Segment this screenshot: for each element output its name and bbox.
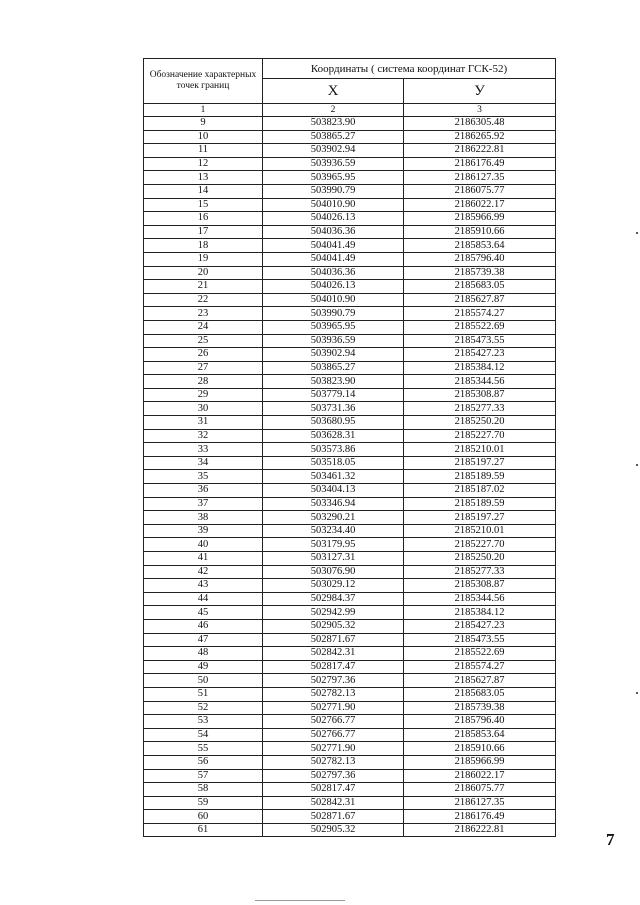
table-row [144, 728, 556, 742]
point-number-cell: 35 [144, 470, 263, 484]
y-coordinate-cell: 2185739.38 [404, 701, 556, 715]
table-row [144, 280, 556, 294]
table-row [144, 184, 556, 198]
point-number-cell: 15 [144, 198, 263, 212]
table-row [144, 796, 556, 810]
table-row [144, 117, 556, 131]
y-coordinate-cell: 2185427.23 [404, 619, 556, 633]
x-coordinate-cell: 504026.13 [263, 212, 404, 226]
y-coordinate-cell: 2185344.56 [404, 592, 556, 606]
point-number-cell: 50 [144, 674, 263, 688]
table-row [144, 538, 556, 552]
point-number-cell: 27 [144, 361, 263, 375]
x-coordinate-cell: 502905.32 [263, 823, 404, 837]
table-row [144, 334, 556, 348]
y-coordinate-cell: 2185250.20 [404, 552, 556, 566]
point-number-cell: 25 [144, 334, 263, 348]
y-coordinate-cell: 2185683.05 [404, 687, 556, 701]
y-coordinate-cell: 2185277.33 [404, 402, 556, 416]
table-row [144, 239, 556, 253]
table-row [144, 402, 556, 416]
y-coordinate-cell: 2186075.77 [404, 184, 556, 198]
point-number-cell: 20 [144, 266, 263, 280]
y-coordinate-cell: 2186265.92 [404, 130, 556, 144]
table-row [144, 320, 556, 334]
table-row [144, 633, 556, 647]
y-coordinate-cell: 2186222.81 [404, 823, 556, 837]
point-number-cell: 48 [144, 647, 263, 661]
column-number-3: 3 [404, 104, 556, 117]
x-coordinate-cell: 503127.31 [263, 552, 404, 566]
table-row [144, 456, 556, 470]
x-coordinate-cell: 503990.79 [263, 307, 404, 321]
x-coordinate-cell: 503731.36 [263, 402, 404, 416]
table-row [144, 130, 556, 144]
x-coordinate-cell: 502905.32 [263, 619, 404, 633]
y-coordinate-cell: 2185473.55 [404, 633, 556, 647]
point-number-cell: 23 [144, 307, 263, 321]
x-coordinate-cell: 502771.90 [263, 701, 404, 715]
x-coordinate-cell: 503076.90 [263, 565, 404, 579]
x-coordinate-cell: 503965.95 [263, 320, 404, 334]
point-number-cell: 56 [144, 755, 263, 769]
point-number-cell: 47 [144, 633, 263, 647]
y-coordinate-cell: 2185384.12 [404, 361, 556, 375]
x-coordinate-cell: 504010.90 [263, 293, 404, 307]
table-row [144, 443, 556, 457]
y-coordinate-cell: 2185627.87 [404, 293, 556, 307]
point-number-cell: 39 [144, 524, 263, 538]
x-coordinate-cell: 503936.59 [263, 157, 404, 171]
y-coordinate-cell: 2185574.27 [404, 660, 556, 674]
y-coordinate-cell: 2185210.01 [404, 443, 556, 457]
y-coordinate-cell: 2186022.17 [404, 769, 556, 783]
table-row [144, 619, 556, 633]
table-row [144, 579, 556, 593]
point-number-cell: 14 [144, 184, 263, 198]
y-coordinate-cell: 2185739.38 [404, 266, 556, 280]
table-row [144, 416, 556, 430]
x-coordinate-cell: 503902.94 [263, 144, 404, 158]
y-coordinate-cell: 2185308.87 [404, 579, 556, 593]
x-coordinate-cell: 503965.95 [263, 171, 404, 185]
point-number-cell: 49 [144, 660, 263, 674]
y-coordinate-cell: 2186127.35 [404, 796, 556, 810]
x-coordinate-cell: 503628.31 [263, 429, 404, 443]
table-row [144, 171, 556, 185]
y-coordinate-cell: 2185187.02 [404, 484, 556, 498]
y-coordinate-cell: 2186075.77 [404, 783, 556, 797]
x-coordinate-cell: 503234.40 [263, 524, 404, 538]
table-row [144, 293, 556, 307]
point-number-cell: 19 [144, 252, 263, 266]
point-label-header: Обозначение характерных точек границ [144, 59, 263, 104]
table-row [144, 361, 556, 375]
table-row [144, 810, 556, 824]
y-coordinate-cell: 2185197.27 [404, 456, 556, 470]
table-row [144, 769, 556, 783]
point-number-cell: 53 [144, 715, 263, 729]
point-number-cell: 9 [144, 117, 263, 131]
table-row [144, 212, 556, 226]
x-coordinate-cell: 503779.14 [263, 388, 404, 402]
point-number-cell: 31 [144, 416, 263, 430]
y-coordinate-cell: 2185227.70 [404, 429, 556, 443]
y-coordinate-cell: 2185796.40 [404, 715, 556, 729]
table-row [144, 307, 556, 321]
y-coordinate-cell: 2185853.64 [404, 239, 556, 253]
x-coordinate-cell: 503404.13 [263, 484, 404, 498]
point-number-cell: 40 [144, 538, 263, 552]
margin-mark [636, 692, 638, 694]
y-coordinate-cell: 2185189.59 [404, 497, 556, 511]
table-row [144, 701, 556, 715]
x-coordinate-cell: 502871.67 [263, 633, 404, 647]
table-row [144, 565, 556, 579]
y-coordinate-cell: 2185189.59 [404, 470, 556, 484]
point-number-cell: 30 [144, 402, 263, 416]
x-coordinate-cell: 504010.90 [263, 198, 404, 212]
table-row [144, 783, 556, 797]
coordinates-table [143, 58, 556, 837]
table-row [144, 823, 556, 837]
point-number-cell: 11 [144, 144, 263, 158]
x-coordinate-cell: 503680.95 [263, 416, 404, 430]
y-coordinate-cell: 2185966.99 [404, 755, 556, 769]
point-number-cell: 45 [144, 606, 263, 620]
point-number-cell: 36 [144, 484, 263, 498]
table-row [144, 715, 556, 729]
point-number-cell: 41 [144, 552, 263, 566]
x-coordinate-cell: 503823.90 [263, 375, 404, 389]
y-coordinate-cell: 2185227.70 [404, 538, 556, 552]
y-coordinate-cell: 2185308.87 [404, 388, 556, 402]
point-number-cell: 38 [144, 511, 263, 525]
y-coordinate-cell: 2185210.01 [404, 524, 556, 538]
y-coordinate-cell: 2185384.12 [404, 606, 556, 620]
y-coordinate-cell: 2185683.05 [404, 280, 556, 294]
x-coordinate-cell: 504026.13 [263, 280, 404, 294]
x-coordinate-cell: 503179.95 [263, 538, 404, 552]
point-number-cell: 59 [144, 796, 263, 810]
x-coordinate-cell: 502842.31 [263, 796, 404, 810]
point-number-cell: 28 [144, 375, 263, 389]
y-coordinate-cell: 2186127.35 [404, 171, 556, 185]
x-coordinate-cell: 502782.13 [263, 687, 404, 701]
y-coordinate-cell: 2185522.69 [404, 320, 556, 334]
point-number-cell: 51 [144, 687, 263, 701]
x-coordinate-cell: 502797.36 [263, 769, 404, 783]
point-number-cell: 42 [144, 565, 263, 579]
table-row [144, 388, 556, 402]
column-number-1: 1 [144, 104, 263, 117]
table-row [144, 375, 556, 389]
x-coordinate-cell: 503518.05 [263, 456, 404, 470]
point-number-cell: 57 [144, 769, 263, 783]
y-coordinate-cell: 2185910.66 [404, 225, 556, 239]
y-coordinate-cell: 2186222.81 [404, 144, 556, 158]
table-row [144, 606, 556, 620]
y-coordinate-cell: 2185473.55 [404, 334, 556, 348]
point-number-cell: 10 [144, 130, 263, 144]
table-row [144, 484, 556, 498]
x-coordinate-cell: 502817.47 [263, 783, 404, 797]
point-number-cell: 58 [144, 783, 263, 797]
y-coordinate-cell: 2185796.40 [404, 252, 556, 266]
table-row [144, 511, 556, 525]
x-coordinate-cell: 503573.86 [263, 443, 404, 457]
y-coordinate-cell: 2185574.27 [404, 307, 556, 321]
x-coordinate-cell: 503865.27 [263, 130, 404, 144]
point-number-cell: 26 [144, 348, 263, 362]
point-number-cell: 60 [144, 810, 263, 824]
table-row [144, 660, 556, 674]
point-number-cell: 44 [144, 592, 263, 606]
table-row [144, 647, 556, 661]
table-row [144, 687, 556, 701]
point-number-cell: 17 [144, 225, 263, 239]
table-row [144, 674, 556, 688]
y-coordinate-cell: 2185627.87 [404, 674, 556, 688]
y-coordinate-cell: 2185250.20 [404, 416, 556, 430]
point-number-cell: 34 [144, 456, 263, 470]
x-coordinate-cell: 504036.36 [263, 225, 404, 239]
point-number-cell: 21 [144, 280, 263, 294]
x-coordinate-cell: 502817.47 [263, 660, 404, 674]
x-coordinate-cell: 502771.90 [263, 742, 404, 756]
point-number-cell: 54 [144, 728, 263, 742]
x-coordinate-cell: 502984.37 [263, 592, 404, 606]
y-coordinate-cell: 2185427.23 [404, 348, 556, 362]
table-row [144, 198, 556, 212]
point-number-cell: 22 [144, 293, 263, 307]
point-number-cell: 52 [144, 701, 263, 715]
table-row [144, 225, 556, 239]
point-number-cell: 37 [144, 497, 263, 511]
page-number: 7 [606, 830, 615, 849]
point-number-cell: 55 [144, 742, 263, 756]
x-coordinate-cell: 502942.99 [263, 606, 404, 620]
x-coordinate-cell: 503902.94 [263, 348, 404, 362]
table-row [144, 252, 556, 266]
point-number-cell: 43 [144, 579, 263, 593]
point-number-cell: 13 [144, 171, 263, 185]
y-coordinate-cell: 2186176.49 [404, 157, 556, 171]
y-coordinate-cell: 2185197.27 [404, 511, 556, 525]
x-coordinate-cell: 503029.12 [263, 579, 404, 593]
column-number-2: 2 [263, 104, 404, 117]
point-number-cell: 24 [144, 320, 263, 334]
margin-mark [636, 232, 638, 234]
table-row [144, 497, 556, 511]
table-row [144, 157, 556, 171]
point-number-cell: 61 [144, 823, 263, 837]
x-coordinate-cell: 503865.27 [263, 361, 404, 375]
table-row [144, 524, 556, 538]
table-row [144, 755, 556, 769]
x-coordinate-cell: 502842.31 [263, 647, 404, 661]
point-number-cell: 12 [144, 157, 263, 171]
y-coordinate-cell: 2186176.49 [404, 810, 556, 824]
table-row [144, 429, 556, 443]
x-coordinate-cell: 502766.77 [263, 728, 404, 742]
x-coordinate-cell: 503461.32 [263, 470, 404, 484]
table-row [144, 266, 556, 280]
y-coordinate-cell: 2186305.48 [404, 117, 556, 131]
margin-mark [636, 464, 638, 466]
y-coordinate-cell: 2186022.17 [404, 198, 556, 212]
x-coordinate-cell: 502782.13 [263, 755, 404, 769]
x-coordinate-cell: 504036.36 [263, 266, 404, 280]
point-number-cell: 18 [144, 239, 263, 253]
x-coordinate-cell: 503290.21 [263, 511, 404, 525]
x-coordinate-cell: 503990.79 [263, 184, 404, 198]
y-coordinate-cell: 2185853.64 [404, 728, 556, 742]
x-coordinate-cell: 502871.67 [263, 810, 404, 824]
x-coordinate-cell: 504041.49 [263, 252, 404, 266]
y-coordinate-cell: 2185910.66 [404, 742, 556, 756]
coordinates-header: Координаты ( система координат ГСК-52) [263, 59, 556, 79]
point-number-cell: 33 [144, 443, 263, 457]
y-coordinate-cell: 2185277.33 [404, 565, 556, 579]
table-row [144, 592, 556, 606]
y-header: У [404, 79, 556, 104]
coordinates-body [144, 117, 556, 837]
table-row [144, 552, 556, 566]
table-row [144, 742, 556, 756]
table-row [144, 348, 556, 362]
table-row [144, 144, 556, 158]
x-coordinate-cell: 502766.77 [263, 715, 404, 729]
point-number-cell: 32 [144, 429, 263, 443]
x-coordinate-cell: 504041.49 [263, 239, 404, 253]
x-coordinate-cell: 503936.59 [263, 334, 404, 348]
bottom-scan-line [255, 900, 345, 901]
x-coordinate-cell: 502797.36 [263, 674, 404, 688]
x-header: X [263, 79, 404, 104]
point-number-cell: 16 [144, 212, 263, 226]
point-number-cell: 46 [144, 619, 263, 633]
x-coordinate-cell: 503346.94 [263, 497, 404, 511]
point-number-cell: 29 [144, 388, 263, 402]
y-coordinate-cell: 2185344.56 [404, 375, 556, 389]
x-coordinate-cell: 503823.90 [263, 117, 404, 131]
y-coordinate-cell: 2185522.69 [404, 647, 556, 661]
y-coordinate-cell: 2185966.99 [404, 212, 556, 226]
table-row [144, 470, 556, 484]
